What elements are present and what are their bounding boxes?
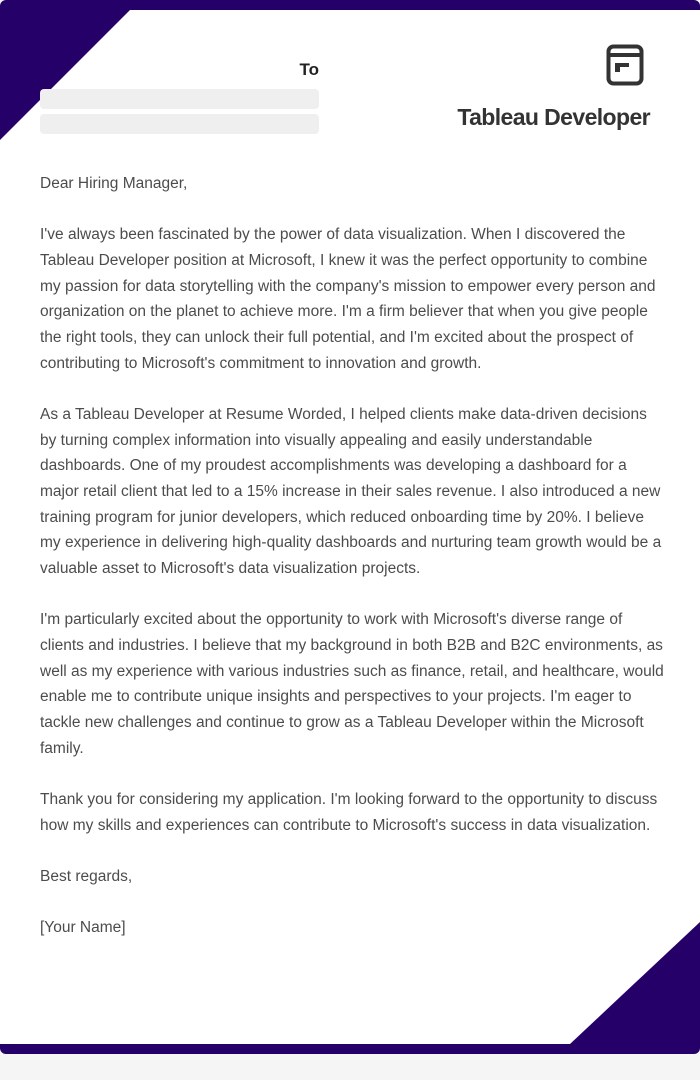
letter-paragraph: I'm particularly excited about the opportunity to work with Microsoft's diverse range of clients and industries. I believe that my background in both B2B and B2C environments, as well as my experience with various industries such as finance, retail, and healthcare, would enable me to contribute unique insights and perspectives to your projects. I'm eager to tackle new challenges and continue to grow as a Tableau Developer within the Microsoft family. [40, 611, 664, 757]
letter-paragraph: I've always been fascinated by the power of data visualization. When I discovered the Tableau Developer position at Microsoft, I knew it was the perfect opportunity to combine my passion for data storytelling with the company's mission to empower every person and organization on the planet to achieve more. I'm a firm believer that when you give people the right tools, they can unlock their full potential, and I'm excited about the prospect of contributing to Microsoft's commitment to innovation and growth. [40, 226, 656, 372]
recipient-to-label: To [299, 60, 319, 79]
letter-paragraph: As a Tableau Developer at Resume Worded, I helped clients make data-driven decisions by turning complex information into visually appealing and easily understandable dashboards. One of my proudest accomplishments was developing a dashboard for a major retail client that led to a 15% increase in their sales revenue. I also introduced a new training program for junior developers, which reduced onboarding time by 20%. I believe my experience in delivering high-quality dashboards and nurturing team growth would be a valuable asset to Microsoft's data visualization projects. [40, 405, 662, 578]
letter-signature: [Your Name] [40, 919, 126, 937]
letter-paragraph: Thank you for considering my application. I'm looking forward to the opportunity to discuss how my skills and experiences can contribute to Microsoft's success in data visualization. [40, 791, 658, 834]
letter-closing: Best regards, [40, 867, 133, 885]
job-title: Tableau Developer [457, 104, 650, 130]
letter-greeting: Dear Hiring Manager, [40, 175, 188, 192]
recipient-address-line [40, 89, 319, 109]
letter-body [40, 171, 664, 966]
document-window-icon [606, 44, 644, 86]
recipient-address-line [40, 114, 319, 134]
